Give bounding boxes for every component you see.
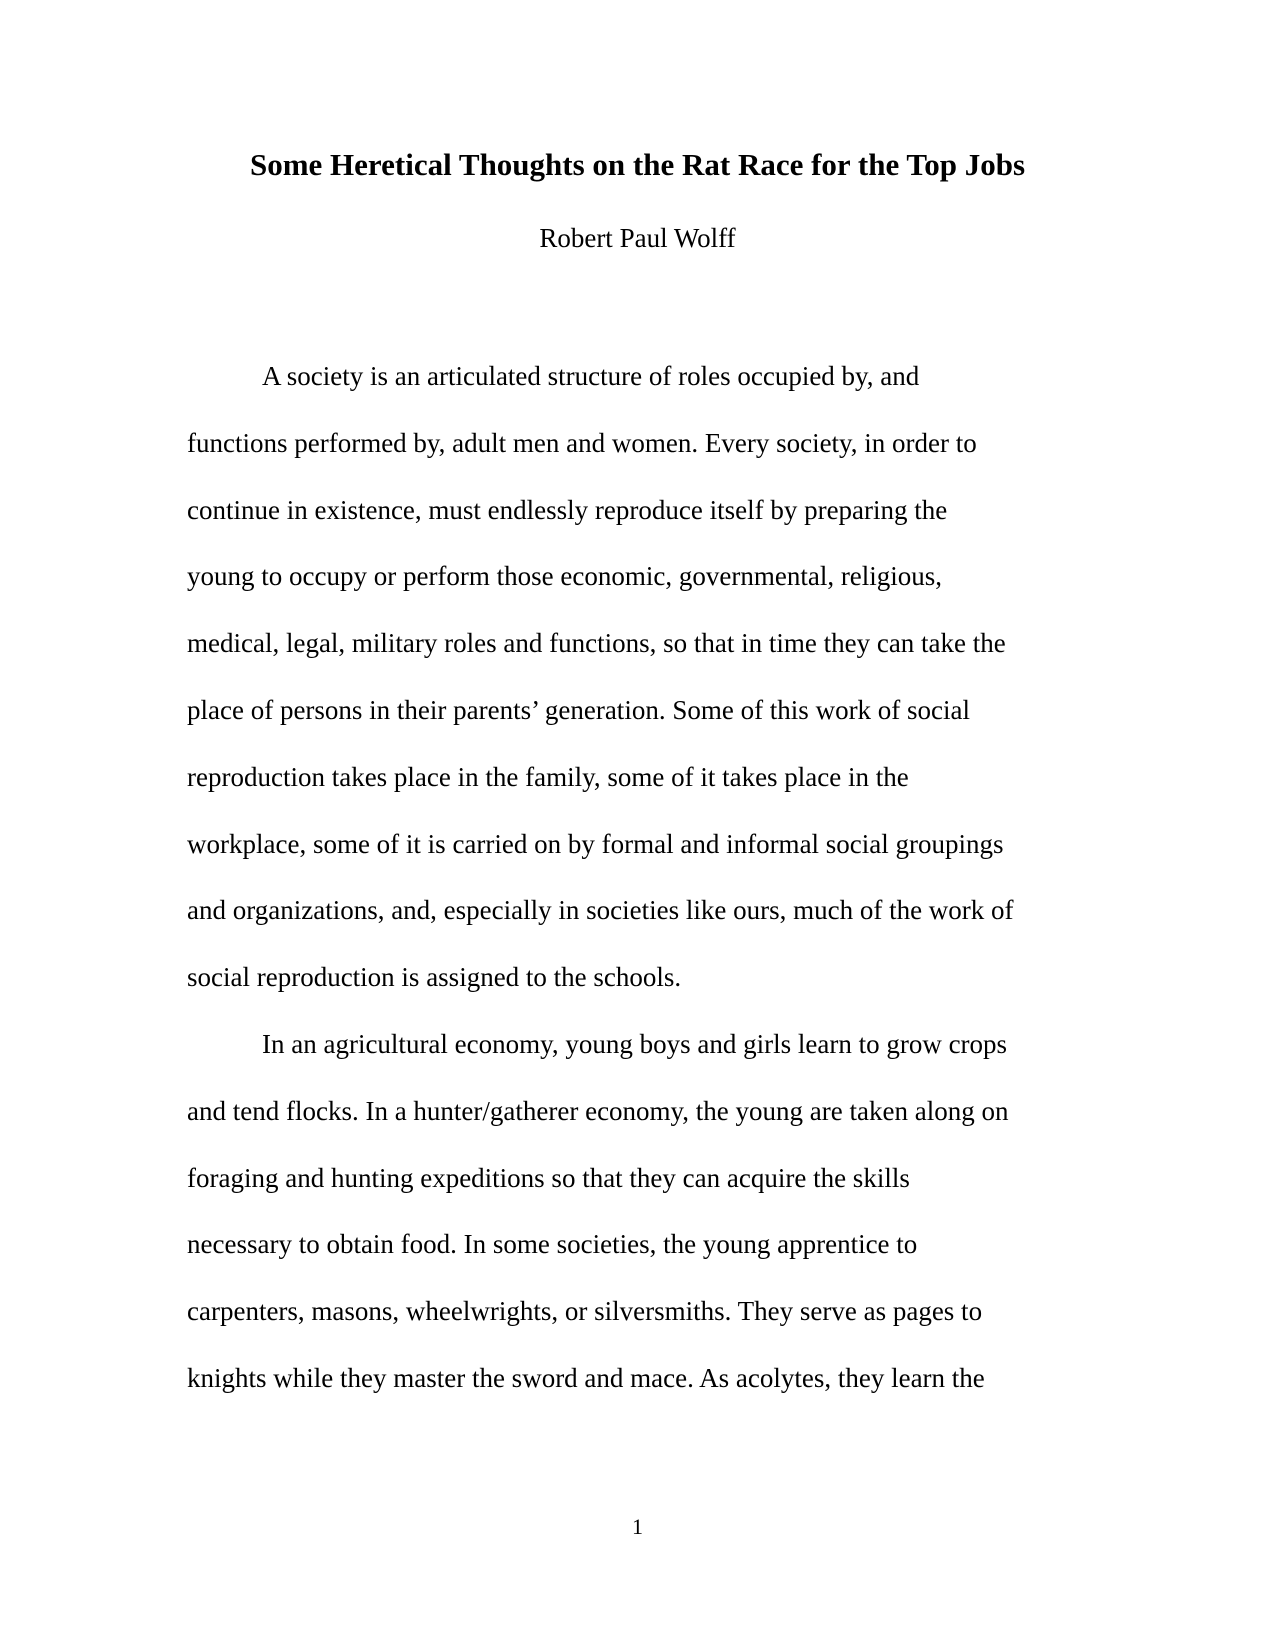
paragraph-2-line-5: carpenters, masons, wheelwrights, or silversmiths. They serve as pages to: [187, 1296, 983, 1327]
body-text: [187, 343, 1107, 1412]
page-number: 1: [632, 1514, 643, 1539]
paragraph-1-line-1: A society is an articulated structure of roles occupied by, and: [262, 361, 920, 391]
paragraph-1-line-8: workplace, some of it is carried on by formal and informal social groupings: [187, 828, 1004, 859]
paragraph-1-line-7: reproduction takes place in the family, some of it takes place in the: [187, 761, 909, 792]
paragraph-1-line-2: functions performed by, adult men and women. Every society, in order to: [187, 427, 977, 458]
paragraph-1-line-10: social reproduction is assigned to the schools.: [187, 962, 682, 993]
document-author: Robert Paul Wolff: [539, 223, 736, 253]
document-title: Some Heretical Thoughts on the Rat Race for the Top Jobs: [249, 147, 1026, 182]
paragraph-2-line-3: foraging and hunting expeditions so that they can acquire the skills: [187, 1162, 910, 1193]
paragraph-1-line-4: young to occupy or perform those economic, governmental, religious,: [187, 561, 943, 592]
paragraph-1-line-6: place of persons in their parents’ generation. Some of this work of social: [187, 694, 971, 725]
paragraph-1-line-9: and organizations, and, especially in societies like ours, much of the work of: [187, 895, 1014, 926]
paragraph-2-line-4: necessary to obtain food. In some societies, the young apprentice to: [187, 1229, 918, 1260]
paragraph-2-line-1: In an agricultural economy, young boys and girls learn to grow crops: [262, 1028, 1008, 1059]
paragraph-1-line-5: medical, legal, military roles and functions, so that in time they can take the: [187, 628, 1006, 659]
paragraph-1-line-3: continue in existence, must endlessly reproduce itself by preparing the: [187, 494, 948, 525]
paragraph-2-line-6: knights while they master the sword and mace. As acolytes, they learn the: [187, 1362, 985, 1393]
paragraph-2-line-2: and tend flocks. In a hunter/gatherer economy, the young are taken along on: [187, 1095, 1009, 1126]
